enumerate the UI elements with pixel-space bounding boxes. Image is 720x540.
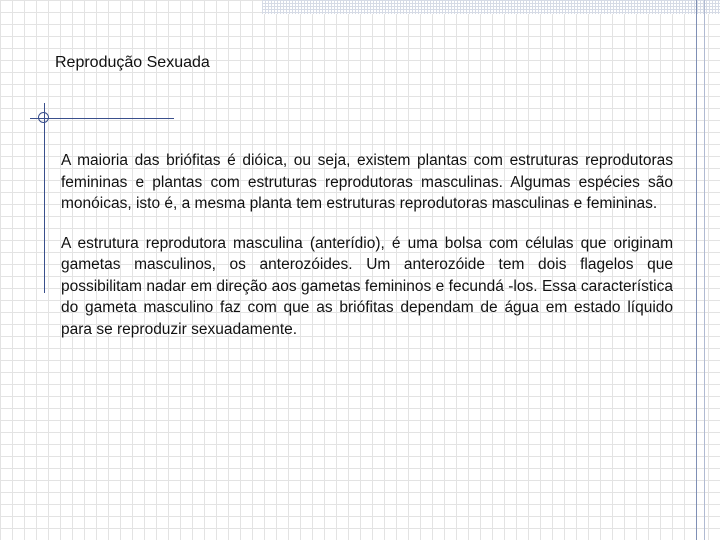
decorative-horizontal-line xyxy=(30,118,174,119)
top-pattern-band xyxy=(262,0,720,14)
right-border-line-secondary xyxy=(704,0,705,540)
slide-title: Reprodução Sexuada xyxy=(55,54,210,71)
slide-body xyxy=(61,150,673,358)
body-paragraph-2: A estrutura reprodutora masculina (anterídio), é uma bolsa com células que originam gametas masculinos, os anterozóides. Um anterozóide tem dois flagelos que possibilitam nadar em direção aos gametas femininos e fecundá -los. Essa característica do gameta masculino faz com que as briófitas dependam de água em estado líquido para se reproduzir sexuadamente. xyxy=(61,234,673,338)
right-border-line xyxy=(696,0,697,540)
body-paragraph-1: A maioria das briófitas é dióica, ou seja, existem plantas com estruturas reprodutoras femininas e plantas com estruturas reprodutoras masculinas. Algumas espécies são monóicas, isto é, a mesma planta tem estruturas reprodutoras masculinas e femininas. xyxy=(61,152,673,212)
decorative-circle-icon xyxy=(38,112,49,123)
decorative-vertical-line xyxy=(44,103,45,293)
